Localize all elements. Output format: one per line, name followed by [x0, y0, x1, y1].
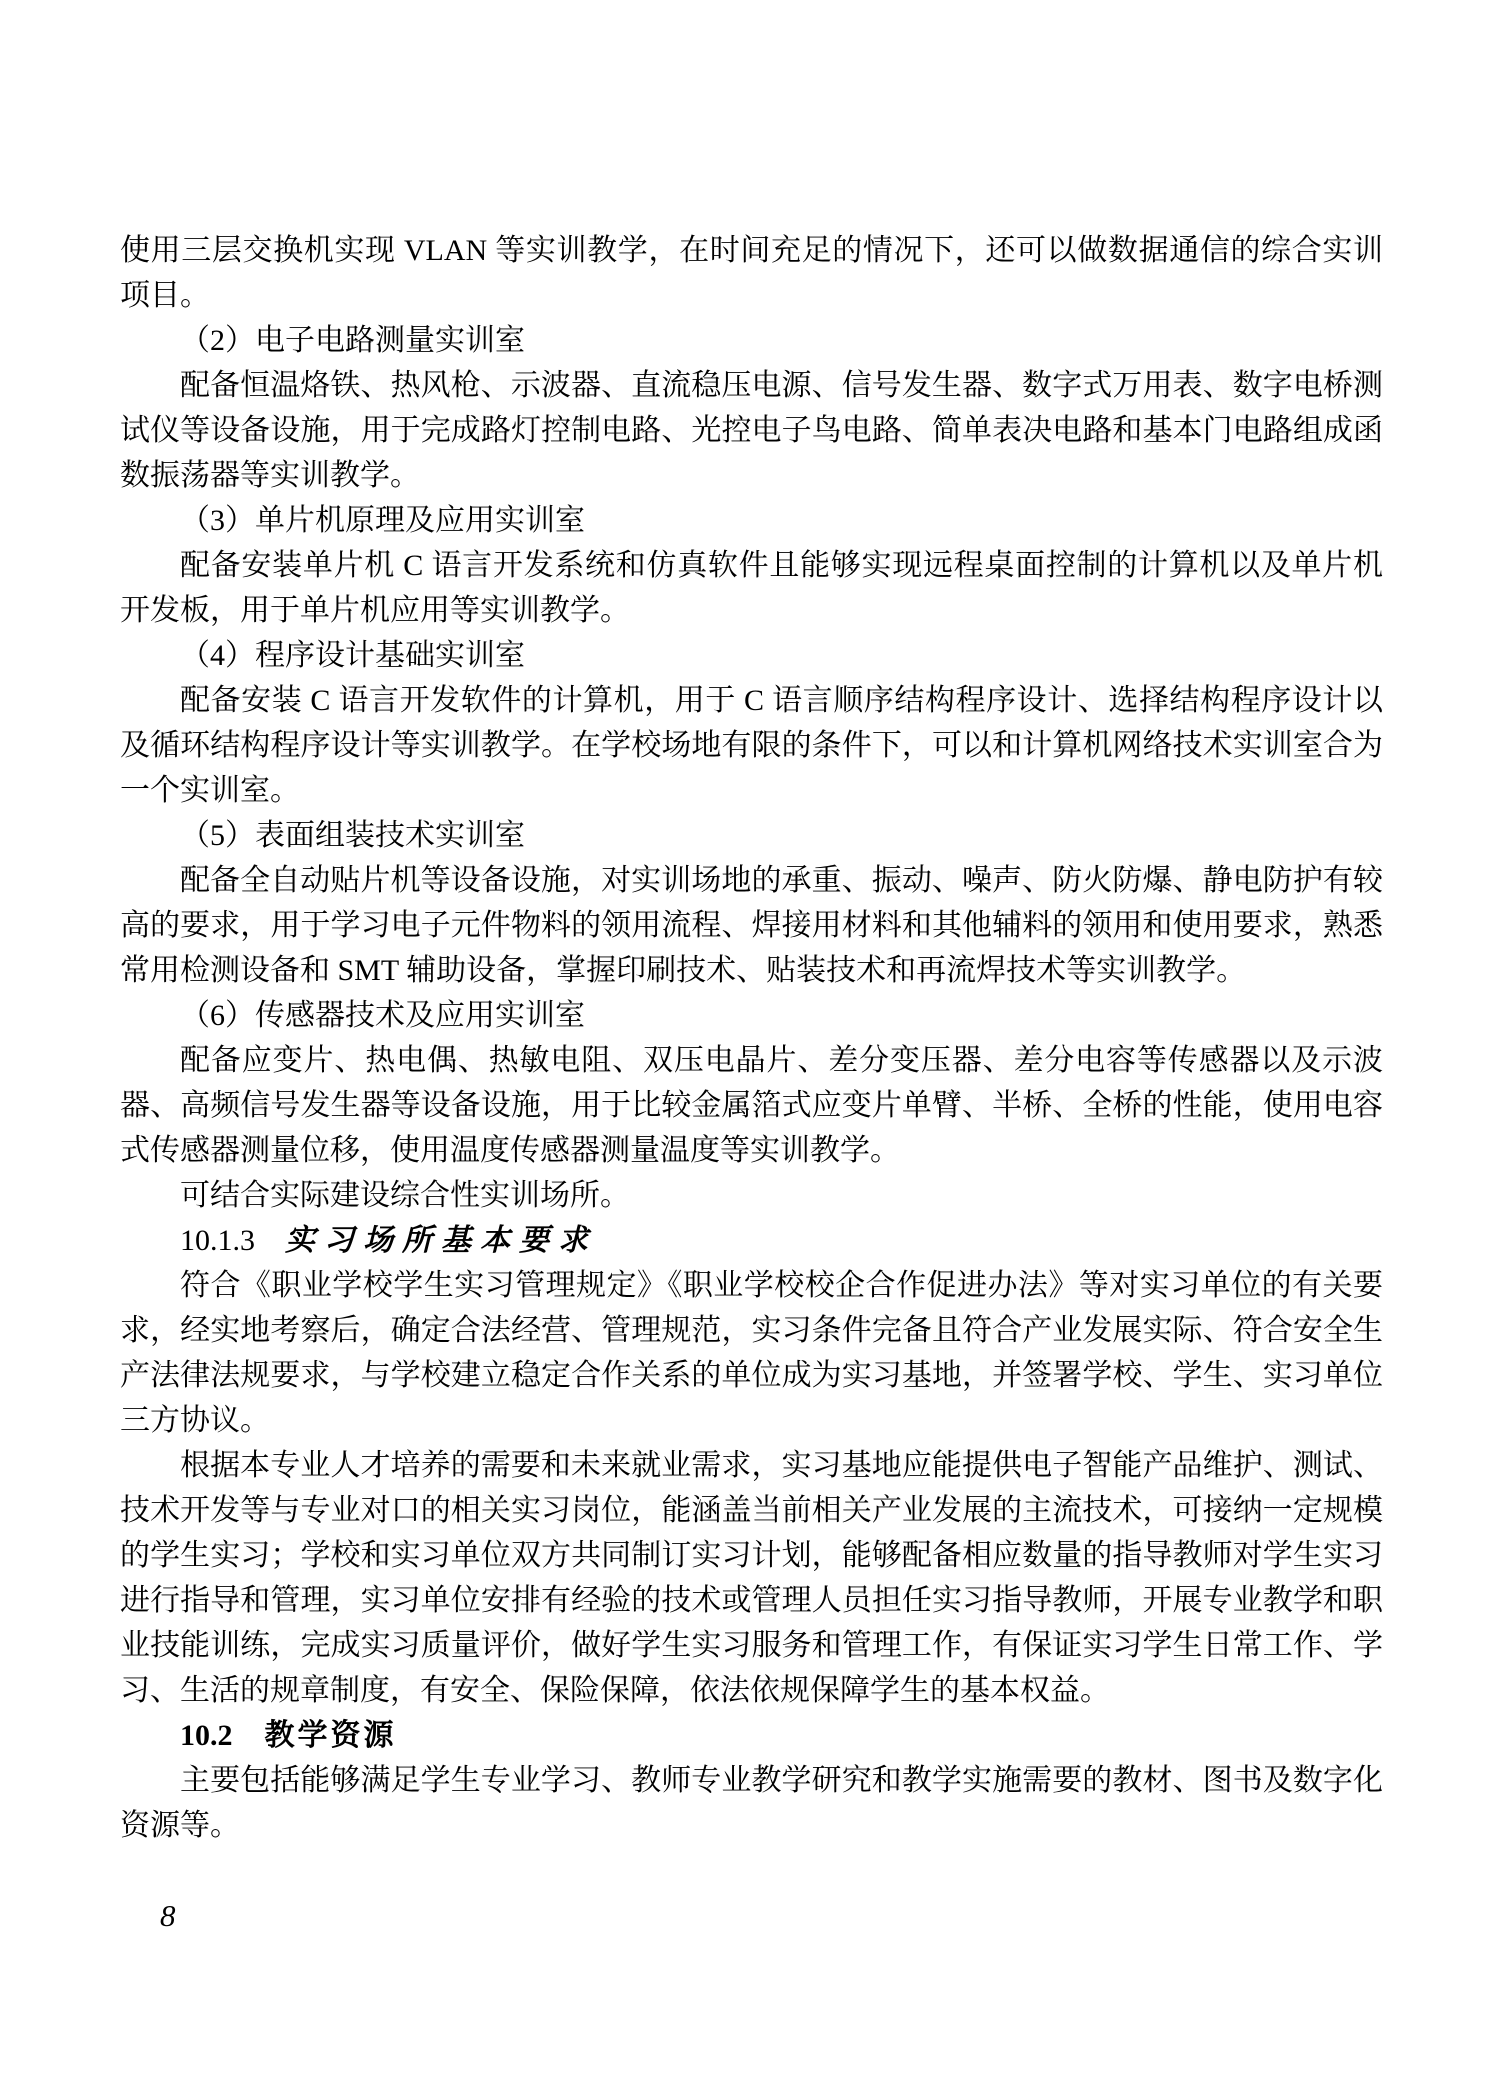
subitem-title-2: （2）电子电路测量实训室 — [180, 324, 525, 357]
paragraph: 根据本专业人才培养的需要和未来就业需求，实习基地应能提供电子智能产品维护、测试、技术开发等与专业对口的相关实习岗位，能涵盖当前相关产业发展的主流技术，可接纳一定规模的学生实习；学校和实习单位双方共同制订实习计划，能够配备相应数量的指导教师对学生实习进行指导和管理，实习单位安排有经验的技术或管理人员担任实习指导教师，开展专业教学和职业技能训练，完成实习质量评价，做好学生实习服务和管理工作，有保证实习学生日常工作、学习、生活的规章制度，有安全、保险保障，依法依规保障学生的基本权益。 — [120, 1449, 1383, 1707]
paragraph: 配备恒温烙铁、热风枪、示波器、直流稳压电源、信号发生器、数字式万用表、数字电桥测试仪等设备设施，用于完成路灯控制电路、光控电子鸟电路、简单表决电路和基本门电路组成函数振荡器等实训教学。 — [120, 369, 1383, 492]
paragraph: 配备全自动贴片机等设备设施，对实训场地的承重、振动、噪声、防火防爆、静电防护有较高的要求，用于学习电子元件物料的领用流程、焊接用材料和其他辅料的领用和使用要求，熟悉常用检测设备和 SMT 辅助设备，掌握印刷技术、贴装技术和再流焊技术等实训教学。 — [120, 864, 1383, 987]
paragraph: 配备安装单片机 C 语言开发系统和仿真软件且能够实现远程桌面控制的计算机以及单片机开发板，用于单片机应用等实训教学。 — [120, 549, 1383, 627]
subitem-title-5: （5）表面组装技术实训室 — [180, 819, 525, 852]
paragraph: 配备应变片、热电偶、热敏电阻、双压电晶片、差分变压器、差分电容等传感器以及示波器、高频信号发生器等设备设施，用于比较金属箔式应变片单臂、半桥、全桥的性能，使用电容式传感器测量位移，使用温度传感器测量温度等实训教学。 — [120, 1044, 1383, 1167]
section-heading-10-2 — [120, 1713, 1383, 1758]
section-title: 实习场所基本要求 — [285, 1224, 597, 1257]
section-number: 10.1.3 — [180, 1224, 255, 1257]
paragraph: 配备安装 C 语言开发软件的计算机，用于 C 语言顺序结构程序设计、选择结构程序设计以及循环结构程序设计等实训教学。在学校场地有限的条件下，可以和计算机网络技术实训室合为一个实训室。 — [120, 684, 1383, 807]
page-number: 8 — [160, 1898, 176, 1933]
paragraph: 符合《职业学校学生实习管理规定》《职业学校校企合作促进办法》等对实习单位的有关要求，经实地考察后，确定合法经营、管理规范，实习条件完备且符合产业发展实际、符合安全生产法律法规要求，与学校建立稳定合作关系的单位成为实习基地，并签署学校、学生、实习单位三方协议。 — [120, 1269, 1383, 1437]
section-heading-10-1-3 — [120, 1218, 1383, 1263]
paragraph: 可结合实际建设综合性实训场所。 — [180, 1179, 630, 1212]
subitem-title-3: （3）单片机原理及应用实训室 — [180, 504, 585, 537]
document-body — [120, 228, 1383, 1848]
paragraph: 主要包括能够满足学生专业学习、教师专业教学研究和教学实施需要的教材、图书及数字化资源等。 — [120, 1764, 1383, 1842]
subitem-title-6: （6）传感器技术及应用实训室 — [180, 999, 585, 1032]
paragraph-continuation: 使用三层交换机实现 VLAN 等实训教学，在时间充足的情况下，还可以做数据通信的综合实训项目。 — [120, 234, 1383, 312]
section-number: 10.2 — [180, 1719, 233, 1752]
section-title: 教学资源 — [264, 1719, 397, 1752]
subitem-title-4: （4）程序设计基础实训室 — [180, 639, 525, 672]
